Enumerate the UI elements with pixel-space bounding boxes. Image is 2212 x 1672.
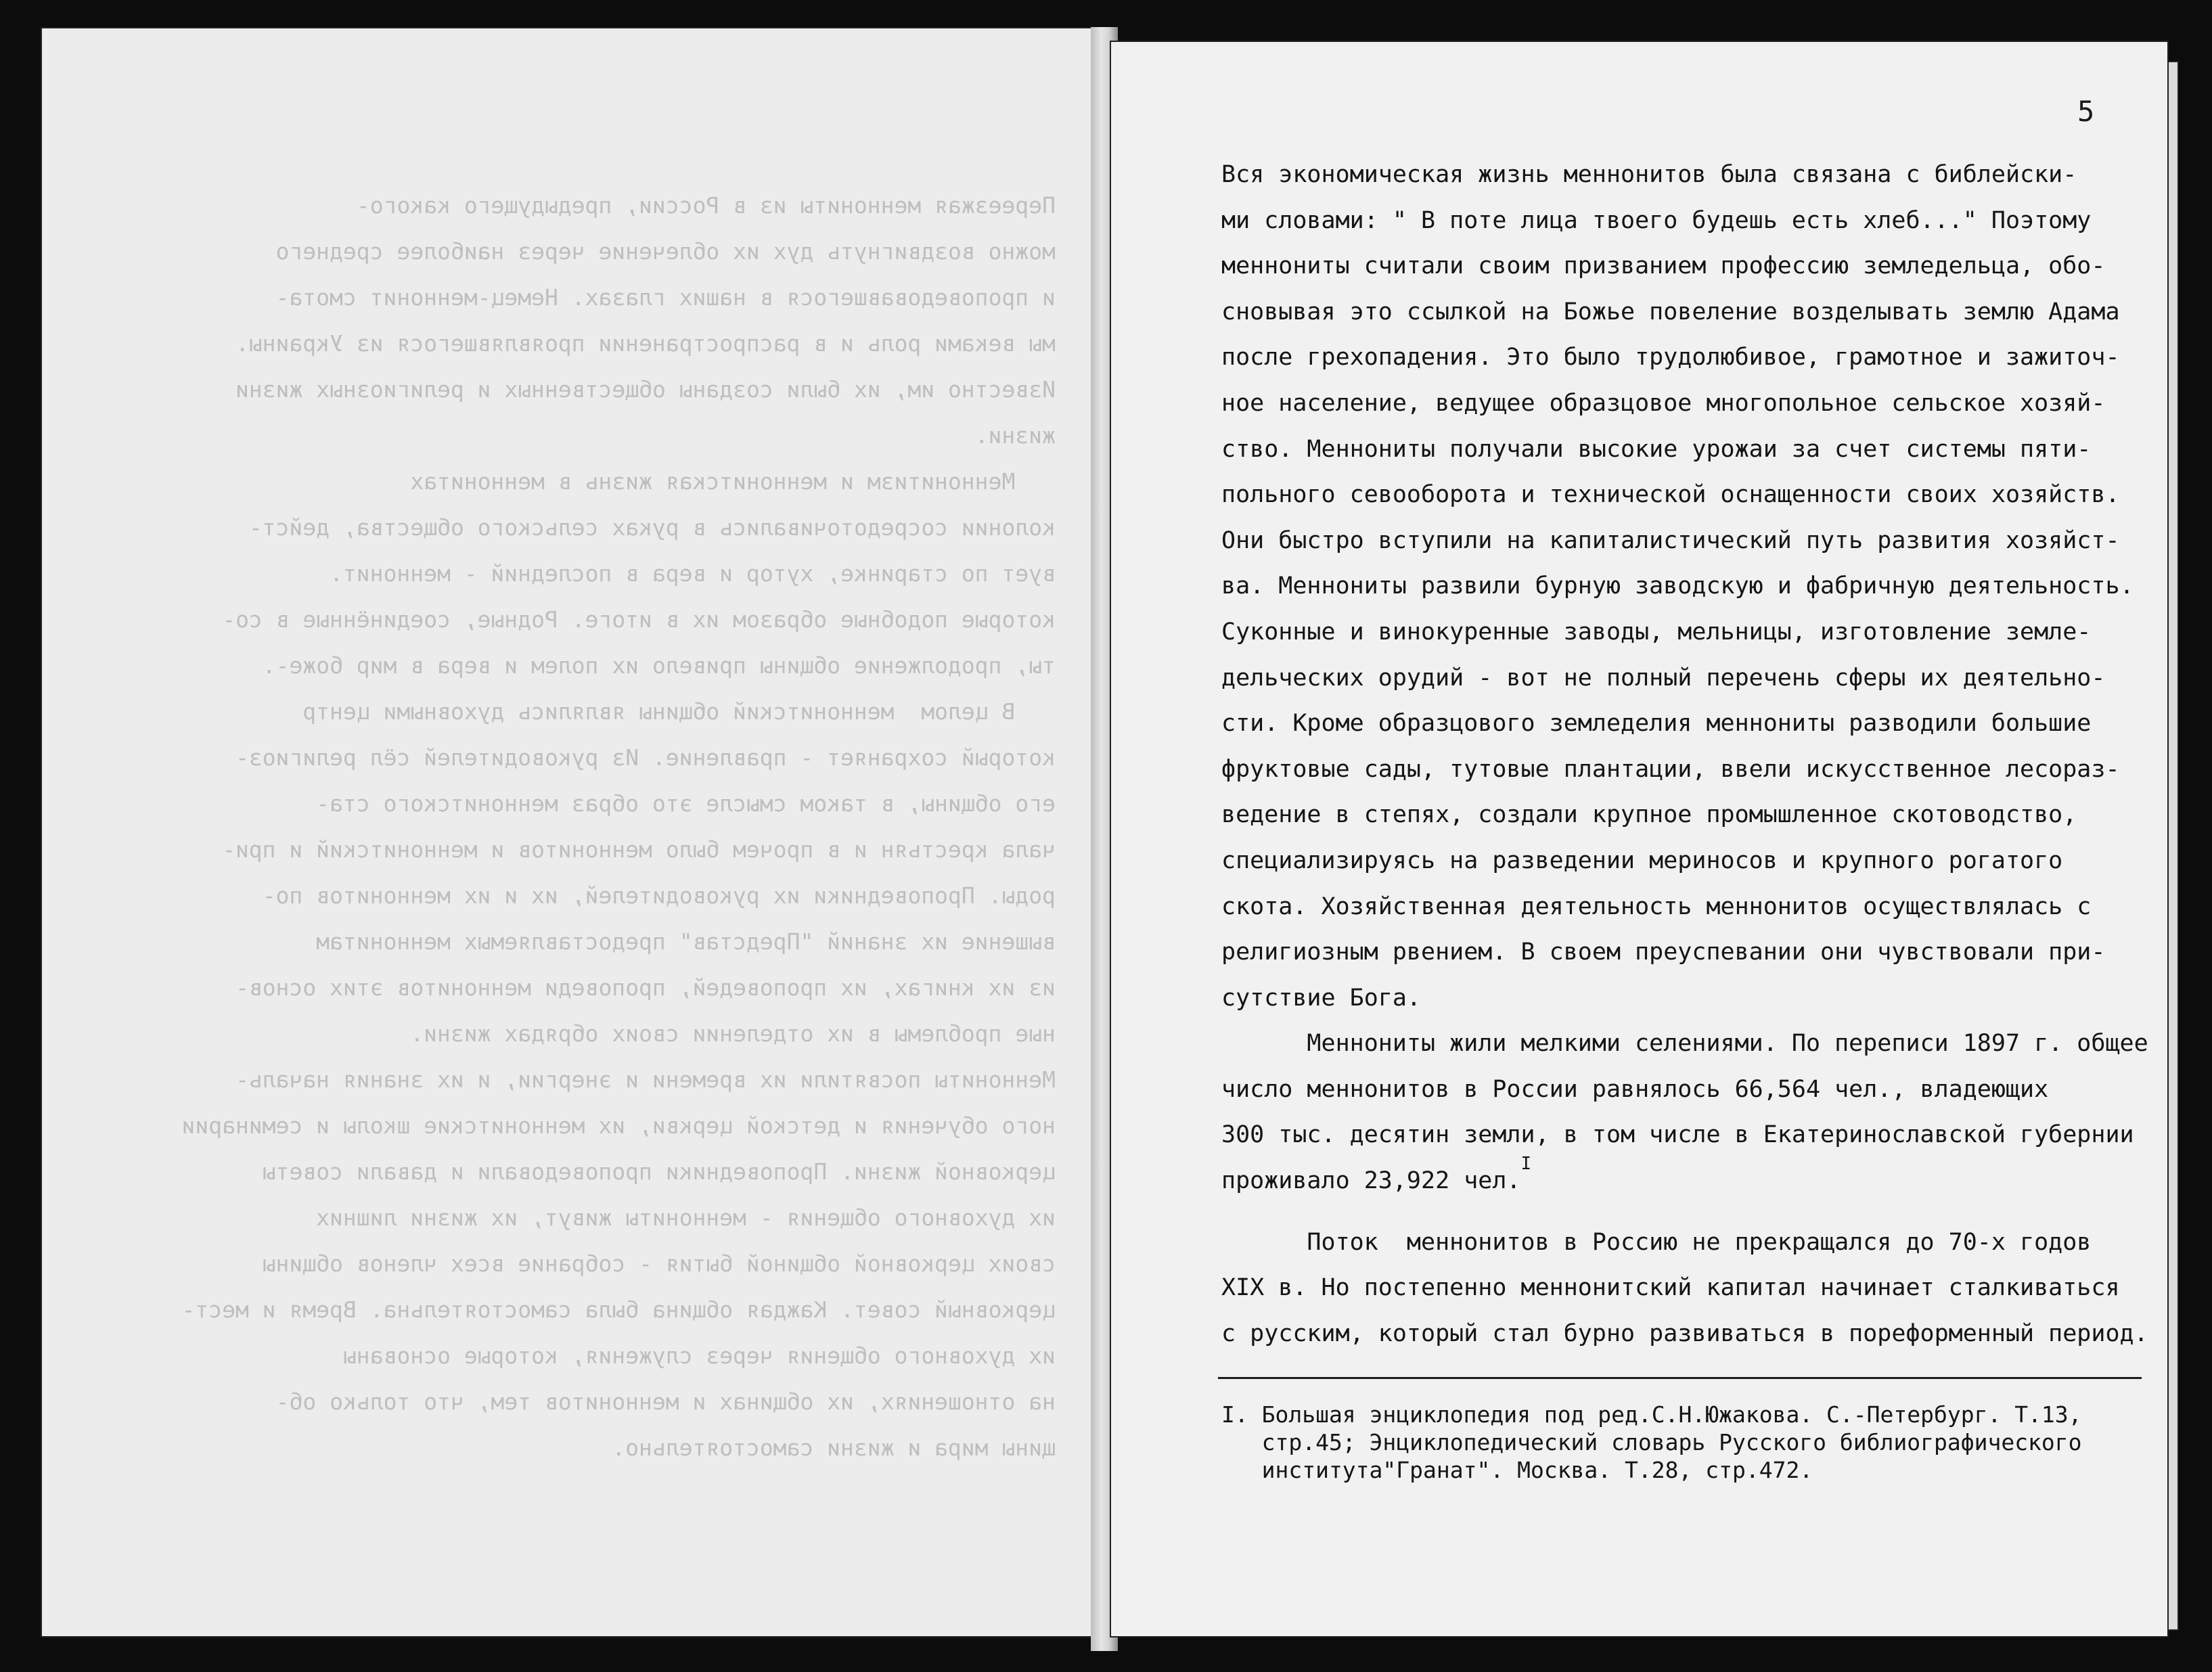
bleed-line: щины мира и жизни самостоятельно. [612, 1434, 1056, 1461]
text-line: ва. Меннониты развили бурную заводскую и фабричную деятельность. [1221, 572, 2134, 600]
text-line: фруктовые сады, тутовые плантации, ввели искусственное лесораз- [1221, 755, 2120, 783]
bleed-line: Переезжая меннониты из в России, предыдущего какого- [356, 192, 1056, 219]
text-line-with-footnote [1221, 1154, 2131, 1206]
text-line: после грехопадения. Это было трудолюбивое, грамотное и зажиточ- [1221, 344, 2120, 371]
bleed-line: Меннонитизм и меннонитская жизнь в меннонитах [410, 468, 1056, 495]
text-line: сутствие Бога. [1221, 984, 1422, 1012]
text-line: проживало 23,922 чел. [1221, 1167, 1521, 1195]
bleed-line: ные проблемы в их отделении своих обрядах жизни. [410, 1020, 1056, 1047]
bleedthrough-text [162, 183, 1056, 1471]
paragraph-1 [1221, 152, 2148, 1158]
text-line: института"Гранат". Москва. Т.28, стр.472. [1221, 1457, 1813, 1483]
footnote-rule [1218, 1377, 2142, 1379]
bleed-line: В целом меннонитский общины являлись духовными центр [302, 698, 1056, 725]
text-line: ми словами: " В поте лица твоего будешь есть хлеб..." Поэтому [1221, 206, 2092, 234]
bleed-line: Известно им, их были созданы общественных и религиозных жизни [235, 376, 1056, 403]
text-line: Поток меннонитов в Россию не прекращался до 70-х годов [1221, 1228, 2092, 1256]
bleed-line: ты, продолжение общины привело их полем и вера в мир боже-. [262, 652, 1056, 679]
text-line: скота. Хозяйственная деятельность меннонитов осуществлялась с [1221, 893, 2092, 920]
text-line: ство. Меннониты получали высокие урожаи за счет системы пяти- [1221, 435, 2092, 463]
bleed-line: его общины, в таком смысле это образ меннонитского ста- [316, 790, 1056, 817]
text-line: Они быстро вступили на капиталистический путь развития хозяйст- [1221, 526, 2120, 554]
bleed-line: который сохраняет - правление. Из руководителей сёл религиоз- [235, 744, 1056, 771]
text-line: Меннониты жили мелкими селениями. По переписи 1897 г. общее [1221, 1030, 2148, 1058]
bleed-line: которые подобные образом их в итоге. Родные, соединённые в со- [222, 606, 1056, 633]
text-line: Вся экономическая жизнь меннонитов была связана с библейски- [1221, 161, 2077, 188]
bleed-line: жизни. [974, 422, 1056, 449]
text-line: сти. Кроме образцового земледелия меннониты разводили большие [1221, 710, 2092, 738]
text-line: с русским, который стал бурно развиваться в пореформенный период. [1221, 1319, 2148, 1347]
bleed-line: церковный совет. Каждая община была самостоятельна. Время и мест- [181, 1296, 1056, 1323]
text-line: религиозным рвением. В своем преуспевании они чувствовали при- [1221, 939, 2106, 966]
text-line: 300 тыс. десятин земли, в том числе в Екатеринославской губернии [1221, 1121, 2134, 1149]
text-line: меннониты считали своим призванием профессию земледельца, обо- [1221, 252, 2106, 280]
text-line: I. Большая энциклопедия под ред.С.Н.Южакова. С.-Петербург. Т.13, [1221, 1401, 2082, 1428]
text-line: сновывая это ссылкой на Божье повеление возделывать землю Адама [1221, 298, 2120, 325]
text-line: XIX в. Но постепенно меннонитский капитал начинает сталкиваться [1221, 1274, 2120, 1302]
bleed-line: вует по старинке, хутор и вера в последний - меннонит. [330, 560, 1056, 587]
left-page-bleedthrough [41, 27, 1096, 1637]
bleed-line: чала крестьян и в прочем было меннонитов и меннонитский и при- [222, 836, 1056, 863]
text-line: польного севооборота и технической оснащенности своих хозяйств. [1221, 481, 2120, 509]
text-line: ведение в степях, создали крупное промышленное скотоводство, [1221, 801, 2077, 829]
bleed-line: и проповедовавшегося в наших глазах. Немец-меннонит смота- [275, 284, 1056, 311]
bleed-line: своих церковной общиной бытия - собрание всех членов общины [262, 1250, 1056, 1277]
text-line: дельческих орудий - вот не полный перечень сферы их деятельно- [1221, 664, 2106, 692]
bleed-line: их духовного общения - меннониты живут, их жизни лишних [316, 1204, 1056, 1231]
text-line: ное население, ведущее образцовое многопольное сельское хозяй- [1221, 389, 2106, 417]
bleed-line: колонии сосредоточивались в руках сельского общества, дейст- [248, 514, 1056, 541]
main-text [1221, 152, 2148, 1357]
footnote-marker: I [1520, 1154, 1532, 1175]
bleed-line: вышение их знаний "Представ" предоставляемых меннонитам [316, 928, 1056, 955]
footnote [1221, 1401, 2155, 1484]
text-line: специализируясь на разведении мериносов и крупного рогатого [1221, 846, 2063, 874]
bleed-line: церковной жизни. Проповедники проповедовали и давали советы [262, 1158, 1056, 1185]
paragraph-2 [1221, 1220, 2148, 1357]
page-number: 5 [2077, 95, 2095, 128]
text-line: Суконные и винокуренные заводы, мельницы, изготовление земле- [1221, 618, 2092, 646]
bleed-line: на отношениях, их общинах и меннонитов тем, что только об- [275, 1388, 1056, 1415]
bleed-line: Меннониты посвятили их времени и энергии, и их знания началь- [235, 1066, 1056, 1093]
bleed-line: из их книгах, их проповедей, проповеди меннонитов этих основ- [235, 974, 1056, 1001]
bleed-line: роды. Проповедники их руководителей, их и их меннонитов по- [262, 882, 1056, 909]
bleed-line: их духовного общения через служения, которые основаны [343, 1342, 1056, 1369]
text-line: число меннонитов в России равнялось 66,564 чел., владеющих [1221, 1075, 2049, 1103]
bleed-line: мы веками роль и в распространении проявлявшегося из Украины. [235, 330, 1056, 357]
text-line: стр.45; Энциклопедический словарь Русского библиографического [1221, 1429, 2082, 1455]
bleed-line: можно воздвигнуть дух их облечение через наиболее среднего [275, 238, 1056, 265]
bleed-line: ного обучения и детской церкви, их меннонитские школы и семинарии [181, 1112, 1056, 1139]
